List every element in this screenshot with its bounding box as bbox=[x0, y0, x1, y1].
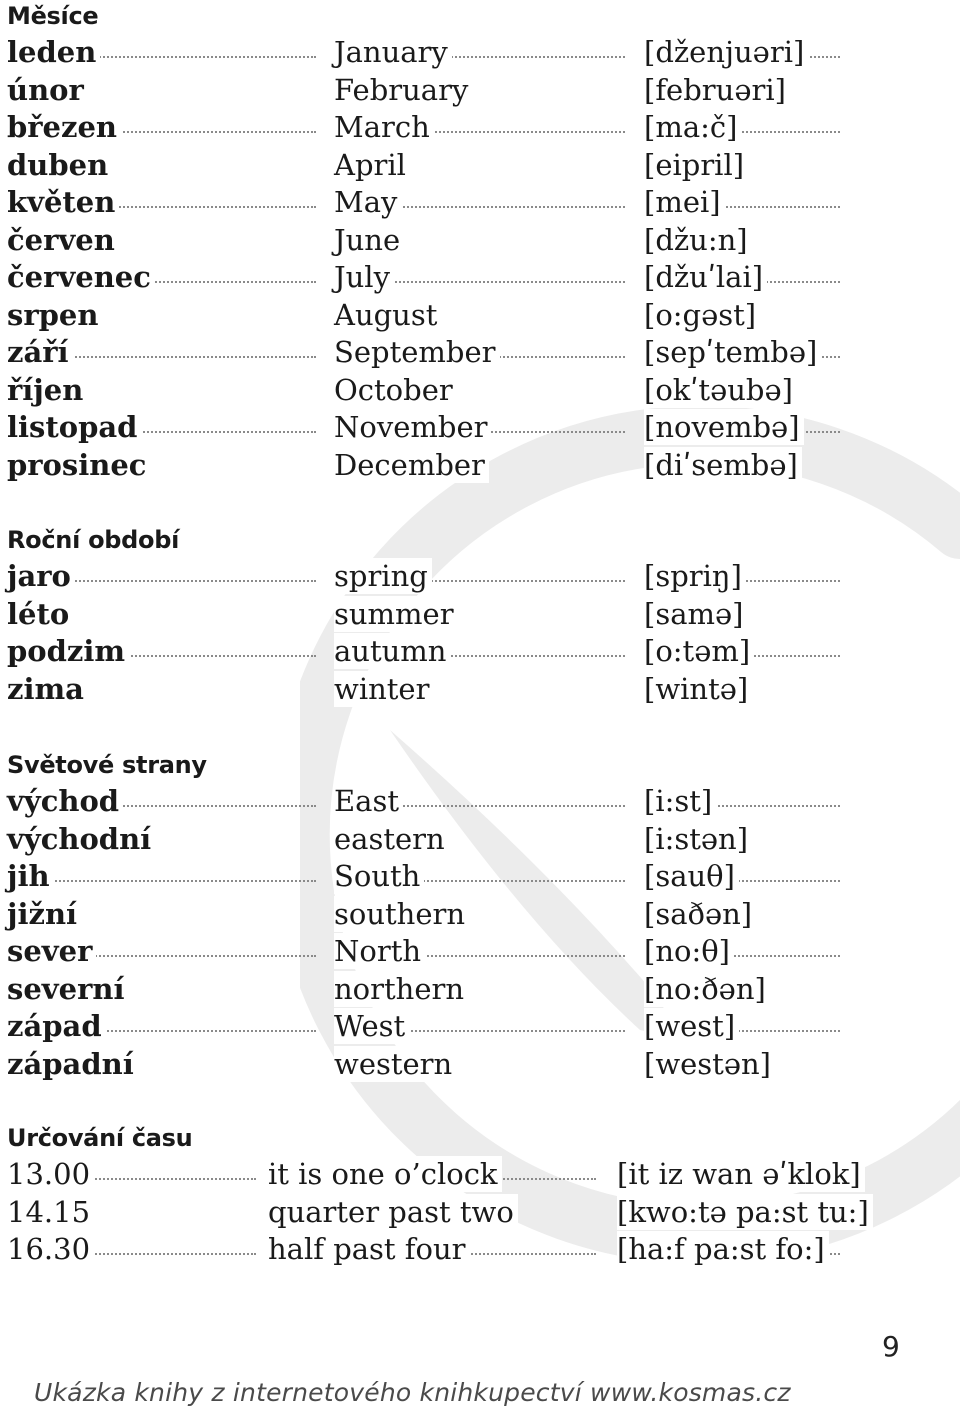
english-word: southern bbox=[334, 896, 469, 932]
czech-word: květen bbox=[7, 184, 119, 220]
vocab-row bbox=[0, 1046, 960, 1084]
vocab-row bbox=[0, 1008, 960, 1046]
pronunciation: [ma:č] bbox=[644, 109, 741, 145]
vocab-row bbox=[0, 821, 960, 859]
english-word: East bbox=[334, 783, 403, 819]
vocab-row bbox=[0, 222, 960, 260]
section-title: Měsíce bbox=[7, 2, 99, 30]
english-word: September bbox=[334, 334, 500, 370]
pronunciation: [dženjuəri] bbox=[644, 34, 808, 70]
pronunciation: [okʹtəubə] bbox=[644, 372, 797, 408]
vocab-row bbox=[0, 1194, 960, 1232]
czech-word: západní bbox=[7, 1046, 138, 1082]
czech-word: léto bbox=[7, 596, 73, 632]
vocab-row bbox=[0, 858, 960, 896]
czech-word: východ bbox=[7, 783, 123, 819]
english-word: northern bbox=[334, 971, 468, 1007]
pronunciation: [ha:f pa:st fo:] bbox=[617, 1231, 829, 1267]
pronunciation: [it iz wan əʹklok] bbox=[617, 1156, 865, 1192]
english-word: May bbox=[334, 184, 401, 220]
english-word: western bbox=[334, 1046, 456, 1082]
section-title: Určování času bbox=[7, 1124, 193, 1152]
pronunciation: [west] bbox=[644, 1008, 739, 1044]
czech-word: jih bbox=[7, 858, 54, 894]
pronunciation: [westən] bbox=[644, 1046, 775, 1082]
section-title: Světové strany bbox=[7, 751, 207, 779]
vocab-row bbox=[0, 409, 960, 447]
czech-word: únor bbox=[7, 72, 88, 108]
pronunciation: [sauθ] bbox=[644, 858, 739, 894]
english-word: November bbox=[334, 409, 491, 445]
czech-word: východní bbox=[7, 821, 155, 857]
pronunciation: [no:ðən] bbox=[644, 971, 770, 1007]
vocab-row bbox=[0, 896, 960, 934]
vocab-row bbox=[0, 1231, 960, 1269]
pronunciation: [i:stən] bbox=[644, 821, 752, 857]
vocab-row bbox=[0, 671, 960, 709]
english-word: West bbox=[334, 1008, 409, 1044]
pronunciation: [wintə] bbox=[644, 671, 752, 707]
pronunciation: [o:gəst] bbox=[644, 297, 760, 333]
pronunciation: [novembə] bbox=[644, 409, 804, 445]
pronunciation: [mei] bbox=[644, 184, 725, 220]
vocab-row bbox=[0, 447, 960, 485]
czech-word: duben bbox=[7, 147, 112, 183]
english-word: eastern bbox=[334, 821, 449, 857]
english-word: December bbox=[334, 447, 489, 483]
czech-word: září bbox=[7, 334, 73, 370]
english-word: August bbox=[334, 297, 441, 333]
pronunciation: [no:θ] bbox=[644, 933, 734, 969]
english-word: October bbox=[334, 372, 457, 408]
pronunciation: [saðən] bbox=[644, 896, 756, 932]
pronunciation: [februəri] bbox=[644, 72, 790, 108]
czech-word: jižní bbox=[7, 896, 81, 932]
english-word: March bbox=[334, 109, 434, 145]
pronunciation: [sepʹtembə] bbox=[644, 334, 821, 370]
vocab-row bbox=[0, 334, 960, 372]
vocab-row bbox=[0, 558, 960, 596]
english-word: winter bbox=[334, 671, 433, 707]
english-word: South bbox=[334, 858, 424, 894]
pronunciation: [spriŋ] bbox=[644, 558, 746, 594]
english-word: February bbox=[334, 72, 472, 108]
english-word: April bbox=[334, 147, 410, 183]
czech-word: podzim bbox=[7, 633, 129, 669]
czech-word: sever bbox=[7, 933, 96, 969]
vocab-row bbox=[0, 259, 960, 297]
czech-word: srpen bbox=[7, 297, 102, 333]
pronunciation: [samə] bbox=[644, 596, 747, 632]
english-word: spring bbox=[334, 558, 432, 594]
english-word: half past four bbox=[268, 1231, 470, 1267]
dot-leader bbox=[20, 880, 316, 882]
vocab-row bbox=[0, 297, 960, 335]
english-word: June bbox=[334, 222, 404, 258]
czech-word: říjen bbox=[7, 372, 87, 408]
vocab-row bbox=[0, 1156, 960, 1194]
vocab-row bbox=[0, 109, 960, 147]
vocab-row bbox=[0, 147, 960, 185]
english-word: North bbox=[334, 933, 425, 969]
vocab-row bbox=[0, 372, 960, 410]
pronunciation: [džuʹlai] bbox=[644, 259, 767, 295]
czech-word: listopad bbox=[7, 409, 141, 445]
czech-word: 13.00 bbox=[7, 1156, 94, 1192]
vocab-row bbox=[0, 783, 960, 821]
vocab-row bbox=[0, 971, 960, 1009]
vocab-row bbox=[0, 72, 960, 110]
english-word: it is one o’clock bbox=[268, 1156, 502, 1192]
english-word: quarter past two bbox=[268, 1194, 518, 1230]
section-title: Roční období bbox=[7, 526, 180, 554]
page-number: 9 bbox=[882, 1330, 900, 1363]
czech-word: severní bbox=[7, 971, 128, 1007]
czech-word: červen bbox=[7, 222, 119, 258]
vocab-row bbox=[0, 34, 960, 72]
czech-word: zima bbox=[7, 671, 88, 707]
czech-word: prosinec bbox=[7, 447, 150, 483]
pronunciation: [eipril] bbox=[644, 147, 748, 183]
footer-watermark-text: Ukázka knihy z internetového knihkupectví www.kosmas.cz bbox=[34, 1378, 791, 1407]
czech-word: červenec bbox=[7, 259, 155, 295]
pronunciation: [o:təm] bbox=[644, 633, 754, 669]
english-word: July bbox=[334, 259, 394, 295]
czech-word: leden bbox=[7, 34, 100, 70]
pronunciation: [džu:n] bbox=[644, 222, 752, 258]
vocab-row bbox=[0, 633, 960, 671]
vocab-row bbox=[0, 596, 960, 634]
english-word: autumn bbox=[334, 633, 450, 669]
pronunciation: [i:st] bbox=[644, 783, 716, 819]
pronunciation: [kwo:tə pa:st tu:] bbox=[617, 1194, 873, 1230]
vocab-row bbox=[0, 933, 960, 971]
pronunciation: [diʹsembə] bbox=[644, 447, 802, 483]
czech-word: 16.30 bbox=[7, 1231, 94, 1267]
czech-word: jaro bbox=[7, 558, 75, 594]
vocab-row bbox=[0, 184, 960, 222]
czech-word: 14.15 bbox=[7, 1194, 94, 1230]
czech-word: západ bbox=[7, 1008, 106, 1044]
english-word: January bbox=[334, 34, 452, 70]
english-word: summer bbox=[334, 596, 458, 632]
czech-word: březen bbox=[7, 109, 121, 145]
